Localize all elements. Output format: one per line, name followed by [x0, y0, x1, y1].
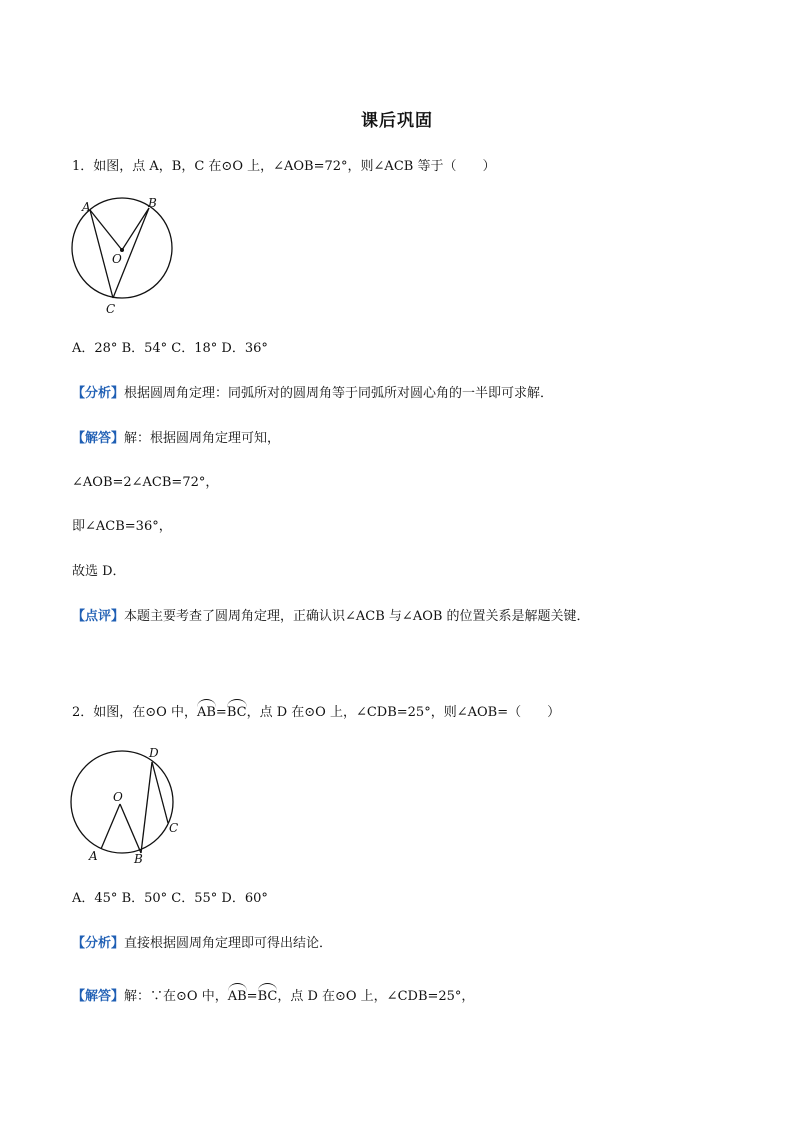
q2-analysis-tag: 【分析】 [72, 936, 125, 951]
q1-segment-bo [122, 208, 149, 250]
q1-analysis [72, 385, 553, 403]
q2-answer-arc-bc: BC [258, 986, 278, 1006]
q2-answer-post: ，点 D 在⊙O 上，∠CDB=25°， [277, 989, 475, 1004]
q2-arc-bc: BC [227, 702, 247, 722]
q2-label-o: O [113, 790, 123, 804]
q1-options: A．28° B．54° C．18° D．36° [72, 341, 268, 356]
q1-comment-text: 本题主要考查了圆周角定理，正确认识∠ACB 与∠AOB 的位置关系是解题关键． [124, 609, 590, 624]
q1-figure [64, 192, 184, 320]
q1-answer-line2: ∠AOB=2∠ACB=72°， [72, 475, 219, 490]
q2-stem-post: ，点 D 在⊙O 上，∠CDB=25°，则∠AOB=（ ） [246, 705, 561, 720]
q1-label-b: B [148, 196, 157, 210]
q1-label-a: A [82, 200, 91, 214]
q2-answer-pre: 解：∵在⊙O 中， [124, 989, 228, 1004]
q1-answer-tag: 【解答】 [72, 431, 125, 446]
q2-segment-oa [101, 804, 120, 849]
q1-comment-tag: 【点评】 [72, 609, 125, 624]
q2-answer-tag: 【解答】 [72, 989, 125, 1004]
q1-label-o: O [112, 252, 122, 266]
page-title: 课后巩固 [361, 111, 433, 131]
q2-options: A．45° B．50° C．55° D．60° [72, 891, 268, 906]
q1-answer-line3: 即∠ACB=36°， [72, 519, 172, 534]
q2-answer-eq: = [246, 989, 258, 1004]
q2-segment-dc [152, 762, 168, 823]
q2-stem-pre: 2．如图，在⊙O 中， [72, 705, 197, 720]
q2-label-d: D [149, 746, 159, 760]
q1-analysis-tag: 【分析】 [72, 386, 125, 401]
q1-label-c: C [106, 302, 116, 316]
q1-stem: 1．如图，点 A，B，C 在⊙O 上，∠AOB=72°，则∠ACB 等于（ ） [72, 159, 496, 174]
q2-label-b: B [134, 852, 143, 866]
q2-figure [64, 742, 190, 868]
q1-comment [72, 608, 590, 626]
q1-answer-line4: 故选 D． [72, 564, 126, 579]
q2-answer-arc-ab: AB [228, 986, 247, 1006]
q2-segment-db [141, 762, 152, 853]
q2-eq: = [215, 705, 227, 720]
q1-analysis-text: 根据圆周角定理：同弧所对的圆周角等于同弧所对圆心角的一半即可求解． [124, 386, 554, 401]
q2-segment-ob [120, 804, 141, 853]
q2-stem [72, 702, 560, 722]
q2-arc-ab: AB [197, 702, 216, 722]
q2-answer [72, 986, 474, 1006]
q1-answer-line1: 解：根据圆周角定理可知， [124, 431, 281, 446]
q2-label-c: C [169, 821, 179, 835]
q1-answer [72, 430, 280, 448]
q1-segment-ac [90, 210, 113, 298]
q2-label-a: A [89, 849, 98, 863]
q2-analysis [72, 935, 332, 953]
q2-analysis-text: 直接根据圆周角定理即可得出结论． [124, 936, 333, 951]
